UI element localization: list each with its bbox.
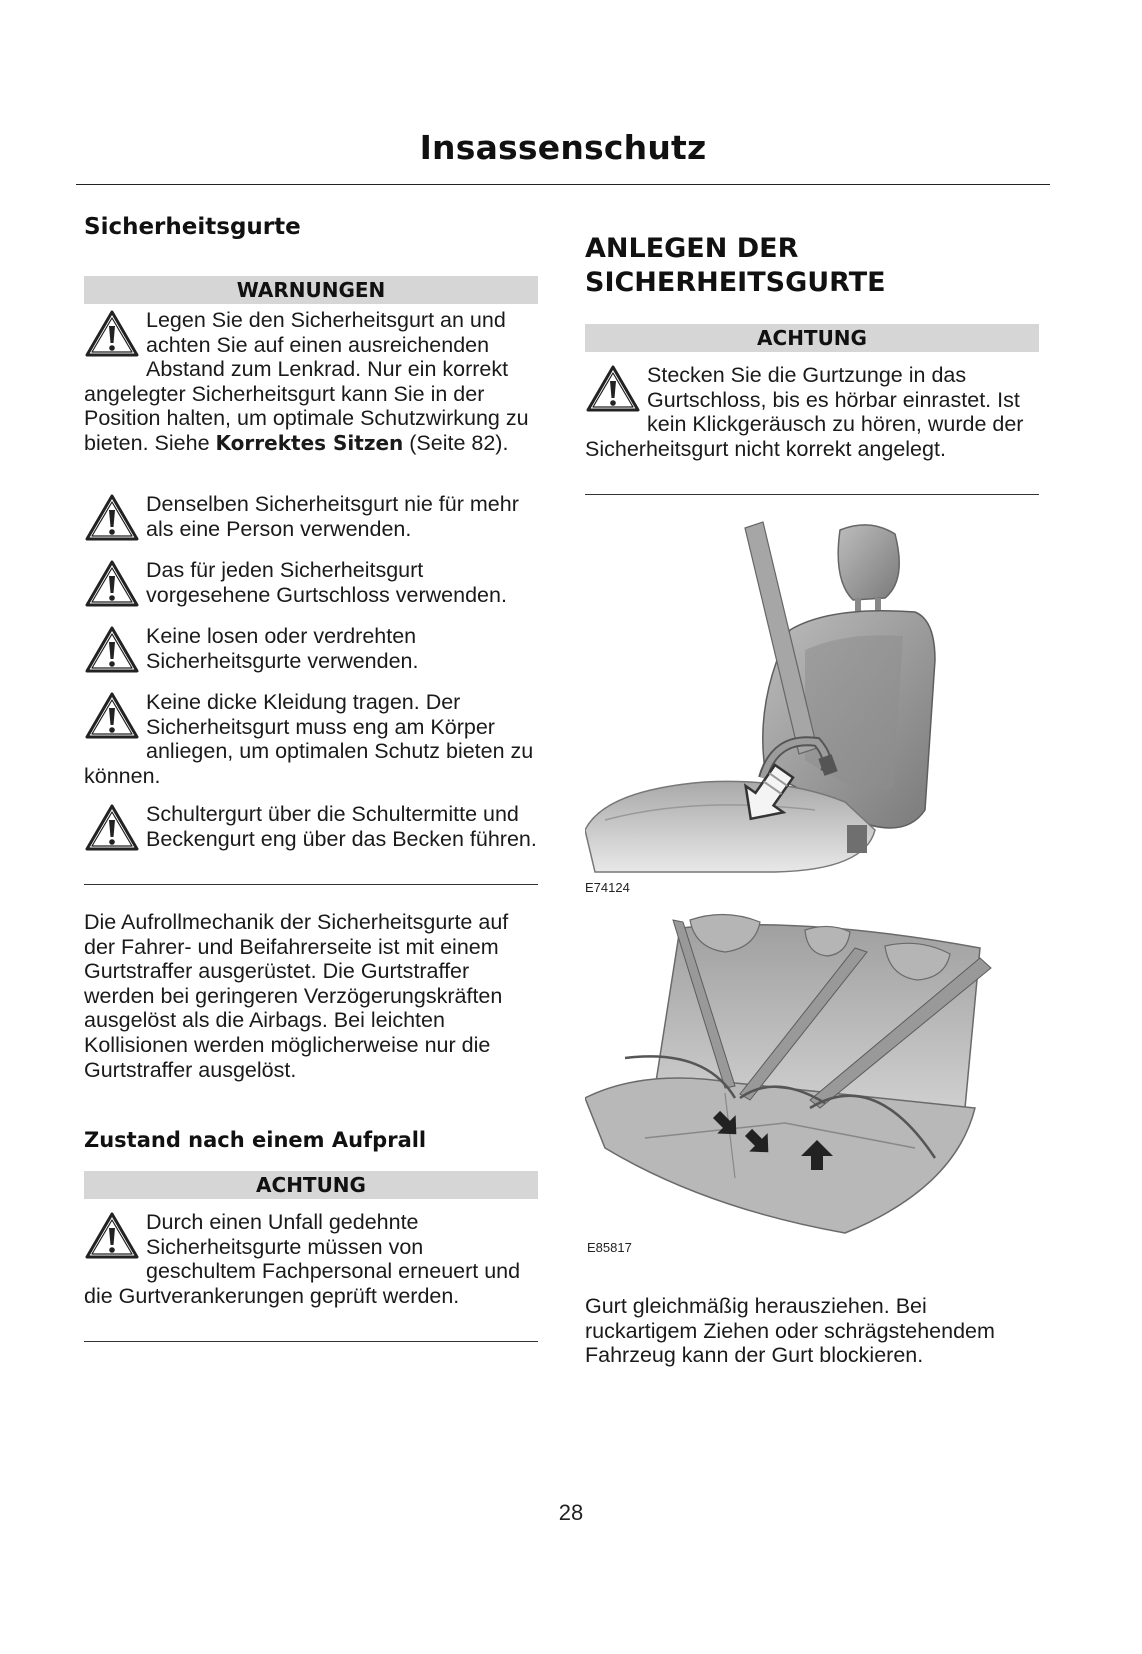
warning-triangle-icon	[84, 803, 140, 853]
section-title-sicherheitsgurte: Sicherheitsgurte	[84, 214, 301, 240]
see-prefix: Siehe	[154, 430, 210, 455]
belt-pull-paragraph: Gurt gleichmäßig herausziehen. Bei ruckartigem Ziehen oder schrägstehendem Fahrzeug kann der Gurt blockieren.	[585, 1294, 995, 1368]
warning-item-4	[84, 624, 538, 675]
caution-item-left	[84, 1210, 538, 1308]
rear-seat-illustration	[585, 908, 1039, 1238]
warning-text-6: Schultergurt über die Schultermitte und Beckengurt eng über das Becken führen.	[146, 802, 537, 851]
caution-text-left: Durch einen Unfall gedehnte Sicherheitsgurte müssen von geschultem Fachpersonal erneuert und die Gurtverankerungen geprüft werden.	[84, 1210, 521, 1308]
caution-header-right: ACHTUNG	[585, 324, 1039, 352]
warning-item-6	[84, 802, 538, 853]
warning-text-2: Denselben Sicherheitsgurt nie für mehr als eine Person verwenden.	[146, 492, 519, 541]
cross-reference-link[interactable]: Korrektes Sitzen	[215, 430, 404, 455]
warning-triangle-icon	[84, 559, 140, 609]
warning-text-4: Keine losen oder verdrehten Sicherheitsgurte verwenden.	[146, 624, 419, 673]
caution-text-right: Stecken Sie die Gurtzunge in das Gurtschloss, bis es hörbar einrastet. Ist kein Klickgeräusch zu hören, wurde der Sicherheitsgurt nicht korrekt angelegt.	[585, 363, 1024, 461]
warning-triangle-icon	[84, 309, 140, 359]
page-reference: (Seite 82).	[409, 430, 509, 455]
pretensioner-paragraph: Die Aufrollmechanik der Sicherheitsgurte auf der Fahrer- und Beifahrerseite ist mit einem Gurtstraffer ausgerüstet. Die Gurtstraffer werden bei geringeren Verzögerungskräften ausgelöst als die Airbags. Bei leichten Kollisionen werden möglicherweise nur die Gurtstraffer ausgelöst.	[84, 910, 509, 1082]
section-title-line-1: ANLEGEN DER	[585, 233, 799, 264]
page-number: 28	[558, 1500, 584, 1525]
warning-triangle-icon	[84, 493, 140, 543]
warning-item-3	[84, 558, 538, 609]
figure-id-1: E74124	[585, 880, 630, 895]
warnings-divider	[84, 884, 538, 885]
warning-text-5: Keine dicke Kleidung tragen. Der Sicherheitsgurt muss eng am Körper anliegen, um optimalen Schutz bieten zu können.	[84, 690, 534, 788]
warning-triangle-icon	[84, 1211, 140, 1261]
warning-text-3: Das für jeden Sicherheitsgurt vorgesehene Gurtschloss verwenden.	[146, 558, 507, 607]
caution-item-right	[585, 363, 1039, 461]
page-title: Insassenschutz	[419, 128, 707, 167]
warning-text-1: Legen Sie den Sicherheitsgurt an und achten Sie auf einen ausreichenden Abstand zum Lenkrad. Nur ein korrekt angelegter Sicherheitsgurt kann Sie in der Position halten, um optimale Schutzwirkung zu bieten.	[84, 308, 529, 455]
warning-item-5	[84, 690, 538, 788]
warning-triangle-icon	[84, 625, 140, 675]
warning-triangle-icon	[585, 364, 641, 414]
figure-id-2: E85817	[587, 1240, 632, 1255]
warnings-header: WARNUNGEN	[84, 276, 538, 304]
caution-divider-right	[585, 494, 1039, 495]
caution-header-left: ACHTUNG	[84, 1171, 538, 1199]
header-divider	[76, 184, 1050, 185]
page-header-box	[76, 128, 1050, 167]
front-seat-figure	[585, 520, 1039, 880]
section-title-line-2: SICHERHEITSGURTE	[585, 267, 886, 298]
front-seat-illustration	[585, 520, 1039, 880]
subsection-title-aufprall: Zustand nach einem Aufprall	[84, 1128, 427, 1152]
warning-item-2	[84, 492, 538, 543]
warning-item-1	[84, 308, 538, 456]
caution-divider-left	[84, 1341, 538, 1342]
section-title-anlegen	[585, 232, 886, 300]
warning-triangle-icon	[84, 691, 140, 741]
rear-seat-figure	[585, 908, 1039, 1238]
